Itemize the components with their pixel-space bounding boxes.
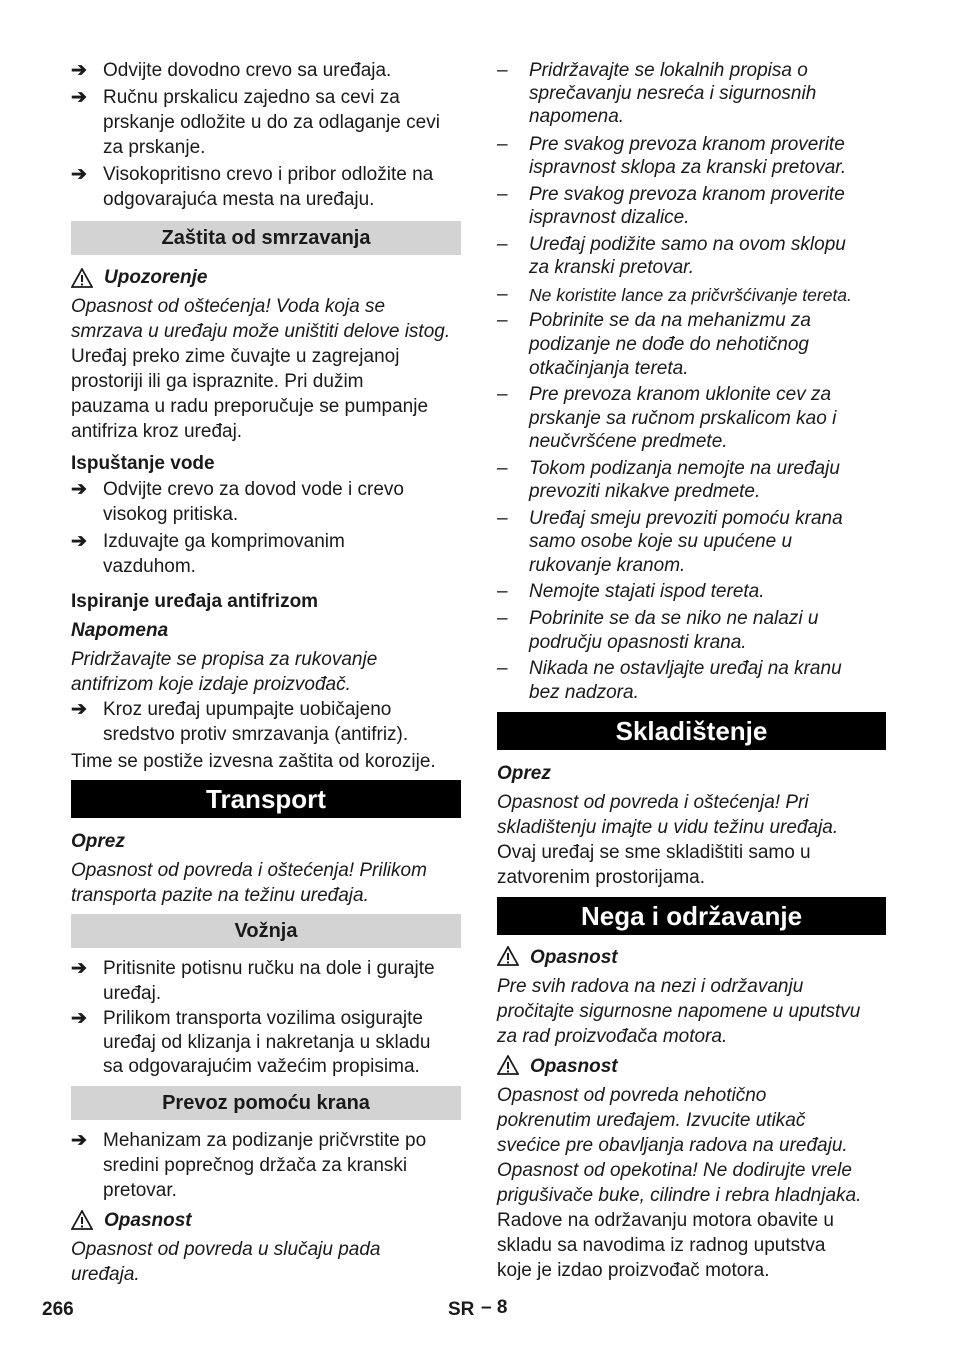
rule-line: otkačinjanja tereta. [529, 358, 689, 379]
dash-bullet: – [497, 60, 508, 81]
dash-bullet: – [497, 658, 508, 679]
danger-text: prigušivače buke, cilindre i rebra hladnjaka. [497, 1185, 862, 1206]
danger-text: uređaja. [71, 1264, 140, 1285]
body-text: Uređaj preko zime čuvajte u zagrejanoj [71, 346, 400, 367]
warning-label: Upozorenje [104, 267, 208, 288]
subheading-flush: Ispiranje uređaja antifrizom [71, 591, 319, 612]
dash-bullet: – [497, 310, 508, 331]
danger-label: Opasnost [530, 947, 618, 968]
step-line: Ručnu prskalicu zajedno sa cevi za [103, 87, 400, 108]
dash-bullet: – [497, 234, 508, 255]
rule-line: prevoziti nikakve predmete. [529, 481, 761, 502]
arrow-right-icon: ➔ [71, 479, 87, 500]
caution-text: Opasnost od povreda i oštećenja! Pri [497, 792, 809, 813]
warning-triangle-icon [497, 1055, 519, 1075]
caution-label: Oprez [71, 831, 125, 852]
warning-triangle-icon [497, 946, 519, 966]
step-line: sredini poprečnog držača za kranski [103, 1155, 408, 1176]
arrow-right-icon: ➔ [71, 60, 87, 81]
body-text: Radove na održavanju motora obavite u [497, 1210, 834, 1231]
danger-text: Pre svih radova na nezi i održavanju [497, 976, 804, 997]
rule-line: prskanje sa ručnom prskalicom kao i [529, 408, 837, 429]
dash-bullet: – [497, 458, 508, 479]
step-line: odgovarajuća mesta na uređaju. [103, 189, 375, 210]
warning-triangle-icon [71, 268, 93, 288]
warning-triangle-icon [71, 1210, 93, 1230]
body-text: skladu sa navodima iz radnog uputstva [497, 1235, 826, 1256]
dash-bullet: – [497, 284, 508, 305]
rule-line: napomena. [529, 106, 625, 127]
section-heading-crane: Prevoz pomoću krana [71, 1086, 461, 1120]
arrow-right-icon: ➔ [71, 958, 87, 979]
step-line: uređaj. [103, 983, 162, 1004]
rule-line: Pre svakog prevoza kranom proverite [529, 184, 845, 205]
body-text: zatvorenim prostorijama. [497, 867, 706, 888]
step-line: Odvijte crevo za dovod vode i crevo [103, 479, 404, 500]
step-line: Kroz uređaj upumpajte uobičajeno [103, 699, 392, 720]
step-line: visokog pritiska. [103, 504, 239, 525]
arrow-right-icon: ➔ [71, 1130, 87, 1151]
danger-text: pročitajte sigurnosne napomene u uputstvu [497, 1001, 861, 1022]
rule-line: Nemojte stajati ispod tereta. [529, 581, 765, 602]
rule-line: Tokom podizanja nemojte na uređaju [529, 458, 840, 479]
danger-label: Opasnost [104, 1210, 192, 1231]
rule-line: Ne koristite lance za pričvršćivanje tereta. [529, 285, 852, 305]
warning-text: Opasnost od oštećenja! Voda koja se [71, 296, 386, 317]
dash-bullet: – [497, 384, 508, 405]
rule-line: Uređaj smeju prevoziti pomoću krana [529, 508, 843, 529]
language-code: SR [448, 1299, 475, 1320]
caution-text: transporta pazite na težinu uređaja. [71, 885, 369, 906]
dash-bullet: – [497, 581, 508, 602]
note-text: Pridržavajte se propisa za rukovanje [71, 649, 378, 670]
body-text: Time se postiže izvesna zaštita od korozije. [71, 751, 436, 772]
rule-line: Pre svakog prevoza kranom proverite [529, 134, 845, 155]
arrow-right-icon: ➔ [71, 1008, 87, 1029]
rule-line: za kranski pretovar. [529, 257, 695, 278]
step-line: Odvijte dovodno crevo sa uređaja. [103, 60, 392, 81]
warning-text: smrzava u uređaju može uništiti delove istog. [71, 321, 451, 342]
arrow-right-icon: ➔ [71, 164, 87, 185]
caution-text: skladištenju imajte u vidu težinu uređaja. [497, 817, 839, 838]
note-label: Napomena [71, 620, 169, 641]
rule-line: ispravnost dizalice. [529, 207, 690, 228]
step-line: uređaj od klizanja i nakretanja u skladu [103, 1032, 431, 1053]
dash-bullet: – [497, 184, 508, 205]
caution-text: Opasnost od povreda i oštećenja! Prilikom [71, 860, 427, 881]
body-text: pauzama u radu preporučuje se pumpanje [71, 396, 429, 417]
arrow-right-icon: ➔ [71, 531, 87, 552]
danger-text: Opasnost od opekotina! Ne dodirujte vrele [497, 1160, 852, 1181]
chapter-heading-storage: Skladištenje [497, 712, 886, 750]
step-line: pretovar. [103, 1180, 177, 1201]
step-line: sredstvo protiv smrzavanja (antifriz). [103, 724, 409, 745]
rule-line: Nikada ne ostavljajte uređaj na kranu [529, 658, 842, 679]
step-line: Pritisnite potisnu ručku na dole i gurajte [103, 958, 435, 979]
chapter-heading-transport: Transport [71, 780, 461, 818]
danger-text: Opasnost od povreda u slučaju pada [71, 1239, 381, 1260]
rule-line: podizanje ne dođe do nehotičnog [529, 334, 809, 355]
step-line: Visokopritisno crevo i pribor odložite na [103, 164, 434, 185]
danger-text: svećice pre obavljanja radova na uređaju. [497, 1135, 848, 1156]
step-line: sa odgovarajućim važećim propisima. [103, 1056, 420, 1077]
step-line: Prilikom transporta vozilima osigurajte [103, 1008, 423, 1029]
subheading-drain: Ispuštanje vode [71, 453, 215, 474]
section-heading-driving: Vožnja [71, 914, 461, 948]
section-heading-frost: Zaštita od smrzavanja [71, 221, 461, 255]
arrow-right-icon: ➔ [71, 87, 87, 108]
note-text: antifrizom koje izdaje proizvođač. [71, 674, 351, 695]
rule-line: ispravnost sklopa za kranski pretovar. [529, 157, 847, 178]
step-line: Mehanizam za podizanje pričvrstite po [103, 1130, 427, 1151]
rule-line: sprečavanju nesreća i sigurnosnih [529, 83, 817, 104]
rule-line: Pre prevoza kranom uklonite cev za [529, 384, 832, 405]
danger-text: za rad proizvođača motora. [497, 1026, 728, 1047]
danger-text: Opasnost od povreda nehotično [497, 1085, 767, 1106]
danger-label: Opasnost [530, 1056, 618, 1077]
rule-line: rukovanje kranom. [529, 555, 686, 576]
dash-bullet: – [497, 608, 508, 629]
rule-line: Uređaj podižite samo na ovom sklopu [529, 234, 846, 255]
rule-line: bez nadzora. [529, 682, 639, 703]
rule-line: neučvršćene predmete. [529, 431, 728, 452]
dash-bullet: – [497, 508, 508, 529]
dash-bullet: – [497, 134, 508, 155]
body-text: antifriza kroz uređaj. [71, 421, 243, 442]
body-text: prostoriji ili ga ispraznite. Pri dužim [71, 371, 364, 392]
body-text: koje je izdao proizvođač motora. [497, 1260, 770, 1281]
step-line: prskanje odložite u do za odlaganje cevi [103, 112, 440, 133]
danger-text: pokrenutim uređajem. Izvucite utikač [497, 1110, 806, 1131]
rule-line: Pobrinite se da na mehanizmu za [529, 310, 811, 331]
rule-line: Pridržavajte se lokalnih propisa o [529, 60, 808, 81]
rule-line: samo osobe koje su upućene u [529, 531, 793, 552]
rule-line: Pobrinite se da se niko ne nalazi u [529, 608, 819, 629]
rule-line: području opasnosti krana. [529, 632, 747, 653]
step-line: za prskanje. [103, 137, 206, 158]
arrow-right-icon: ➔ [71, 699, 87, 720]
chapter-heading-care: Nega i održavanje [497, 897, 886, 935]
step-line: vazduhom. [103, 556, 196, 577]
body-text: Ovaj uređaj se sme skladištiti samo u [497, 842, 811, 863]
step-line: Izduvajte ga komprimovanim [103, 531, 345, 552]
page-number: 266 [42, 1299, 74, 1320]
section-page: – 8 [481, 1297, 508, 1318]
caution-label: Oprez [497, 763, 551, 784]
